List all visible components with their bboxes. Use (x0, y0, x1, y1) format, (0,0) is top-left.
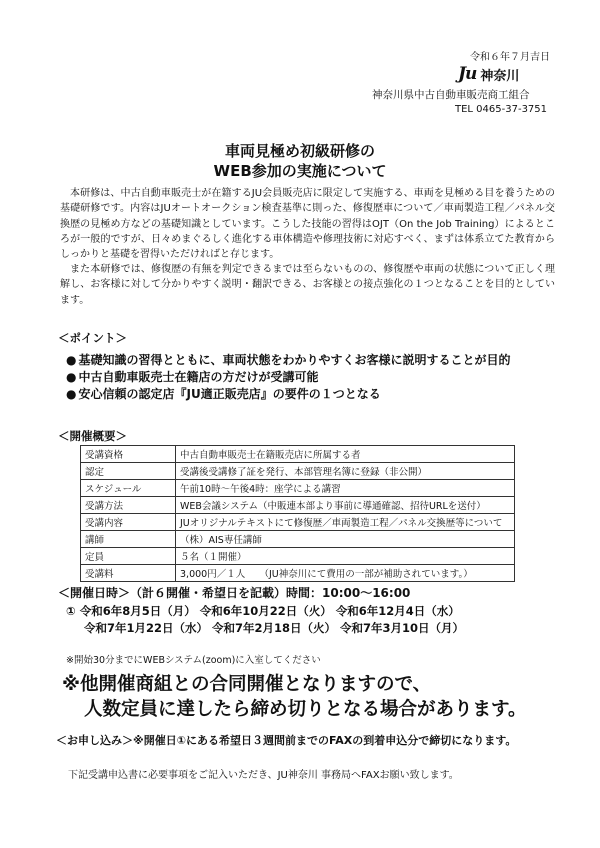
row-value: WEB会議システム（中販連本部より事前に導通確認、招待URLを送付） (176, 497, 515, 514)
point-text: 安心信頼の認定店『JU適正販売店』の要件の１つとなる (78, 387, 381, 401)
joint-notice (62, 672, 527, 722)
title-line-2: WEB参加の実施について (213, 162, 387, 180)
table-row (81, 531, 515, 548)
point-text: 基礎知識の習得とともに、車両状態をわかりやすくお客様に説明することが目的 (78, 353, 511, 367)
dates-row-1: ① 令和6年8月5日（月） 令和6年10月22日（火） 令和6年12月4日（水） (66, 604, 460, 618)
fax-instruction: 下記受講申込書に必要事項をご記入いただき、JU神奈川 事務局へFAXお願い致します。 (68, 770, 459, 781)
row-value: 午前10時～午後4時：座学による講習 (176, 480, 515, 497)
row-value: 中古自動車販売士在籍販売店に所属する者 (176, 446, 515, 463)
point-item (66, 386, 511, 403)
table-row (81, 446, 515, 463)
row-value: 受講後受講修了証を発行、本部管理名簿に登録（非公開） (176, 463, 515, 480)
row-label: 講師 (81, 531, 176, 548)
row-label: 受講方法 (81, 497, 176, 514)
points-list (66, 352, 511, 403)
row-label: 受講資格 (81, 446, 176, 463)
table-row (81, 565, 515, 582)
table-row (81, 463, 515, 480)
intro-paragraph-1: 本研修は、中古自動車販売士が在籍するJU会員販売店に限定して実施する、車両を見極める目を養うための基礎研修です。内容はJUオートオークション検査基準に則った、修復歴車について／車両製造工程／パネル交換歴の見極め方などの基礎知識としています。こうした技能の習得はOJT（On the Job Training）によるところが一般的ですが、日々めまぐるしく進化する車体構造や修理技術に対応すべく、まずは体系立てた教育からしっかりと基礎を習得いただければと存じます。 (60, 188, 555, 261)
point-item (66, 369, 511, 386)
application-deadline: ＜お申し込み＞※開催日①にある希望日３週間前までのFAXの到着申込分で締切になります。 (56, 734, 517, 747)
row-label: 認定 (81, 463, 176, 480)
schedule-dates (66, 603, 464, 636)
row-value: JUオリジナルテキストにて修復歴／車両製造工程／パネル交換歴等について (176, 514, 515, 531)
bullet-icon: ● (66, 353, 77, 367)
row-value: 3,000円／１人 （JU神奈川にて費用の一部が補助されています。） (176, 565, 515, 582)
schedule-heading: ＜開催日時＞（計６開催・希望日を記載）時間：10:00～16:00 (58, 586, 411, 600)
overview-heading: ＜開催概要＞ (58, 429, 127, 443)
row-value: ５名（１開催） (176, 548, 515, 565)
row-label: スケジュール (81, 480, 176, 497)
logo-name: 神奈川 (480, 68, 520, 84)
dates-row-2: 令和7年1月22日（水） 令和7年2月18日（火） 令和7年3月10日（月） (84, 620, 465, 635)
point-item (66, 352, 511, 369)
points-heading: ＜ポイント＞ (58, 331, 127, 345)
notice-line-2: 人数定員に達したら締め切りとなる場合があります。 (84, 699, 527, 720)
overview-table (80, 445, 515, 582)
row-label: 受講内容 (81, 514, 176, 531)
intro-paragraph-2: また本研修では、修復歴の有無を判定できるまでは至らないものの、修復歴や車両の状態について正しく理解し、お客様に対して分かりやすく説明・翻訳できる、お客様との接点強化の１つとなることを目的としています。 (60, 264, 555, 306)
schedule-note: ※開始30分までにWEBシステム(zoom)に入室してください (66, 655, 321, 666)
notice-line-1: ※他開催商組との合同開催となりますので、 (62, 674, 432, 695)
bullet-icon: ● (66, 387, 77, 401)
row-label: 定員 (81, 548, 176, 565)
table-row (81, 548, 515, 565)
organization-name: 神奈川県中古自動車販売商工組合 (372, 89, 530, 101)
table-row (81, 497, 515, 514)
ju-logo-mark: Ju (458, 64, 477, 84)
point-text: 中古自動車販売士在籍店の方だけが受講可能 (78, 370, 319, 384)
row-label: 受講料 (81, 565, 176, 582)
table-row (81, 514, 515, 531)
issue-date: 令和６年７月吉日 (470, 52, 550, 63)
telephone: TEL 0465-37-3751 (455, 104, 548, 115)
table-row (81, 480, 515, 497)
logo (458, 64, 519, 84)
bullet-icon: ● (66, 370, 77, 384)
title-line-1: 車両見極め初級研修の (224, 142, 375, 160)
row-value: （株）AIS専任講師 (176, 531, 515, 548)
